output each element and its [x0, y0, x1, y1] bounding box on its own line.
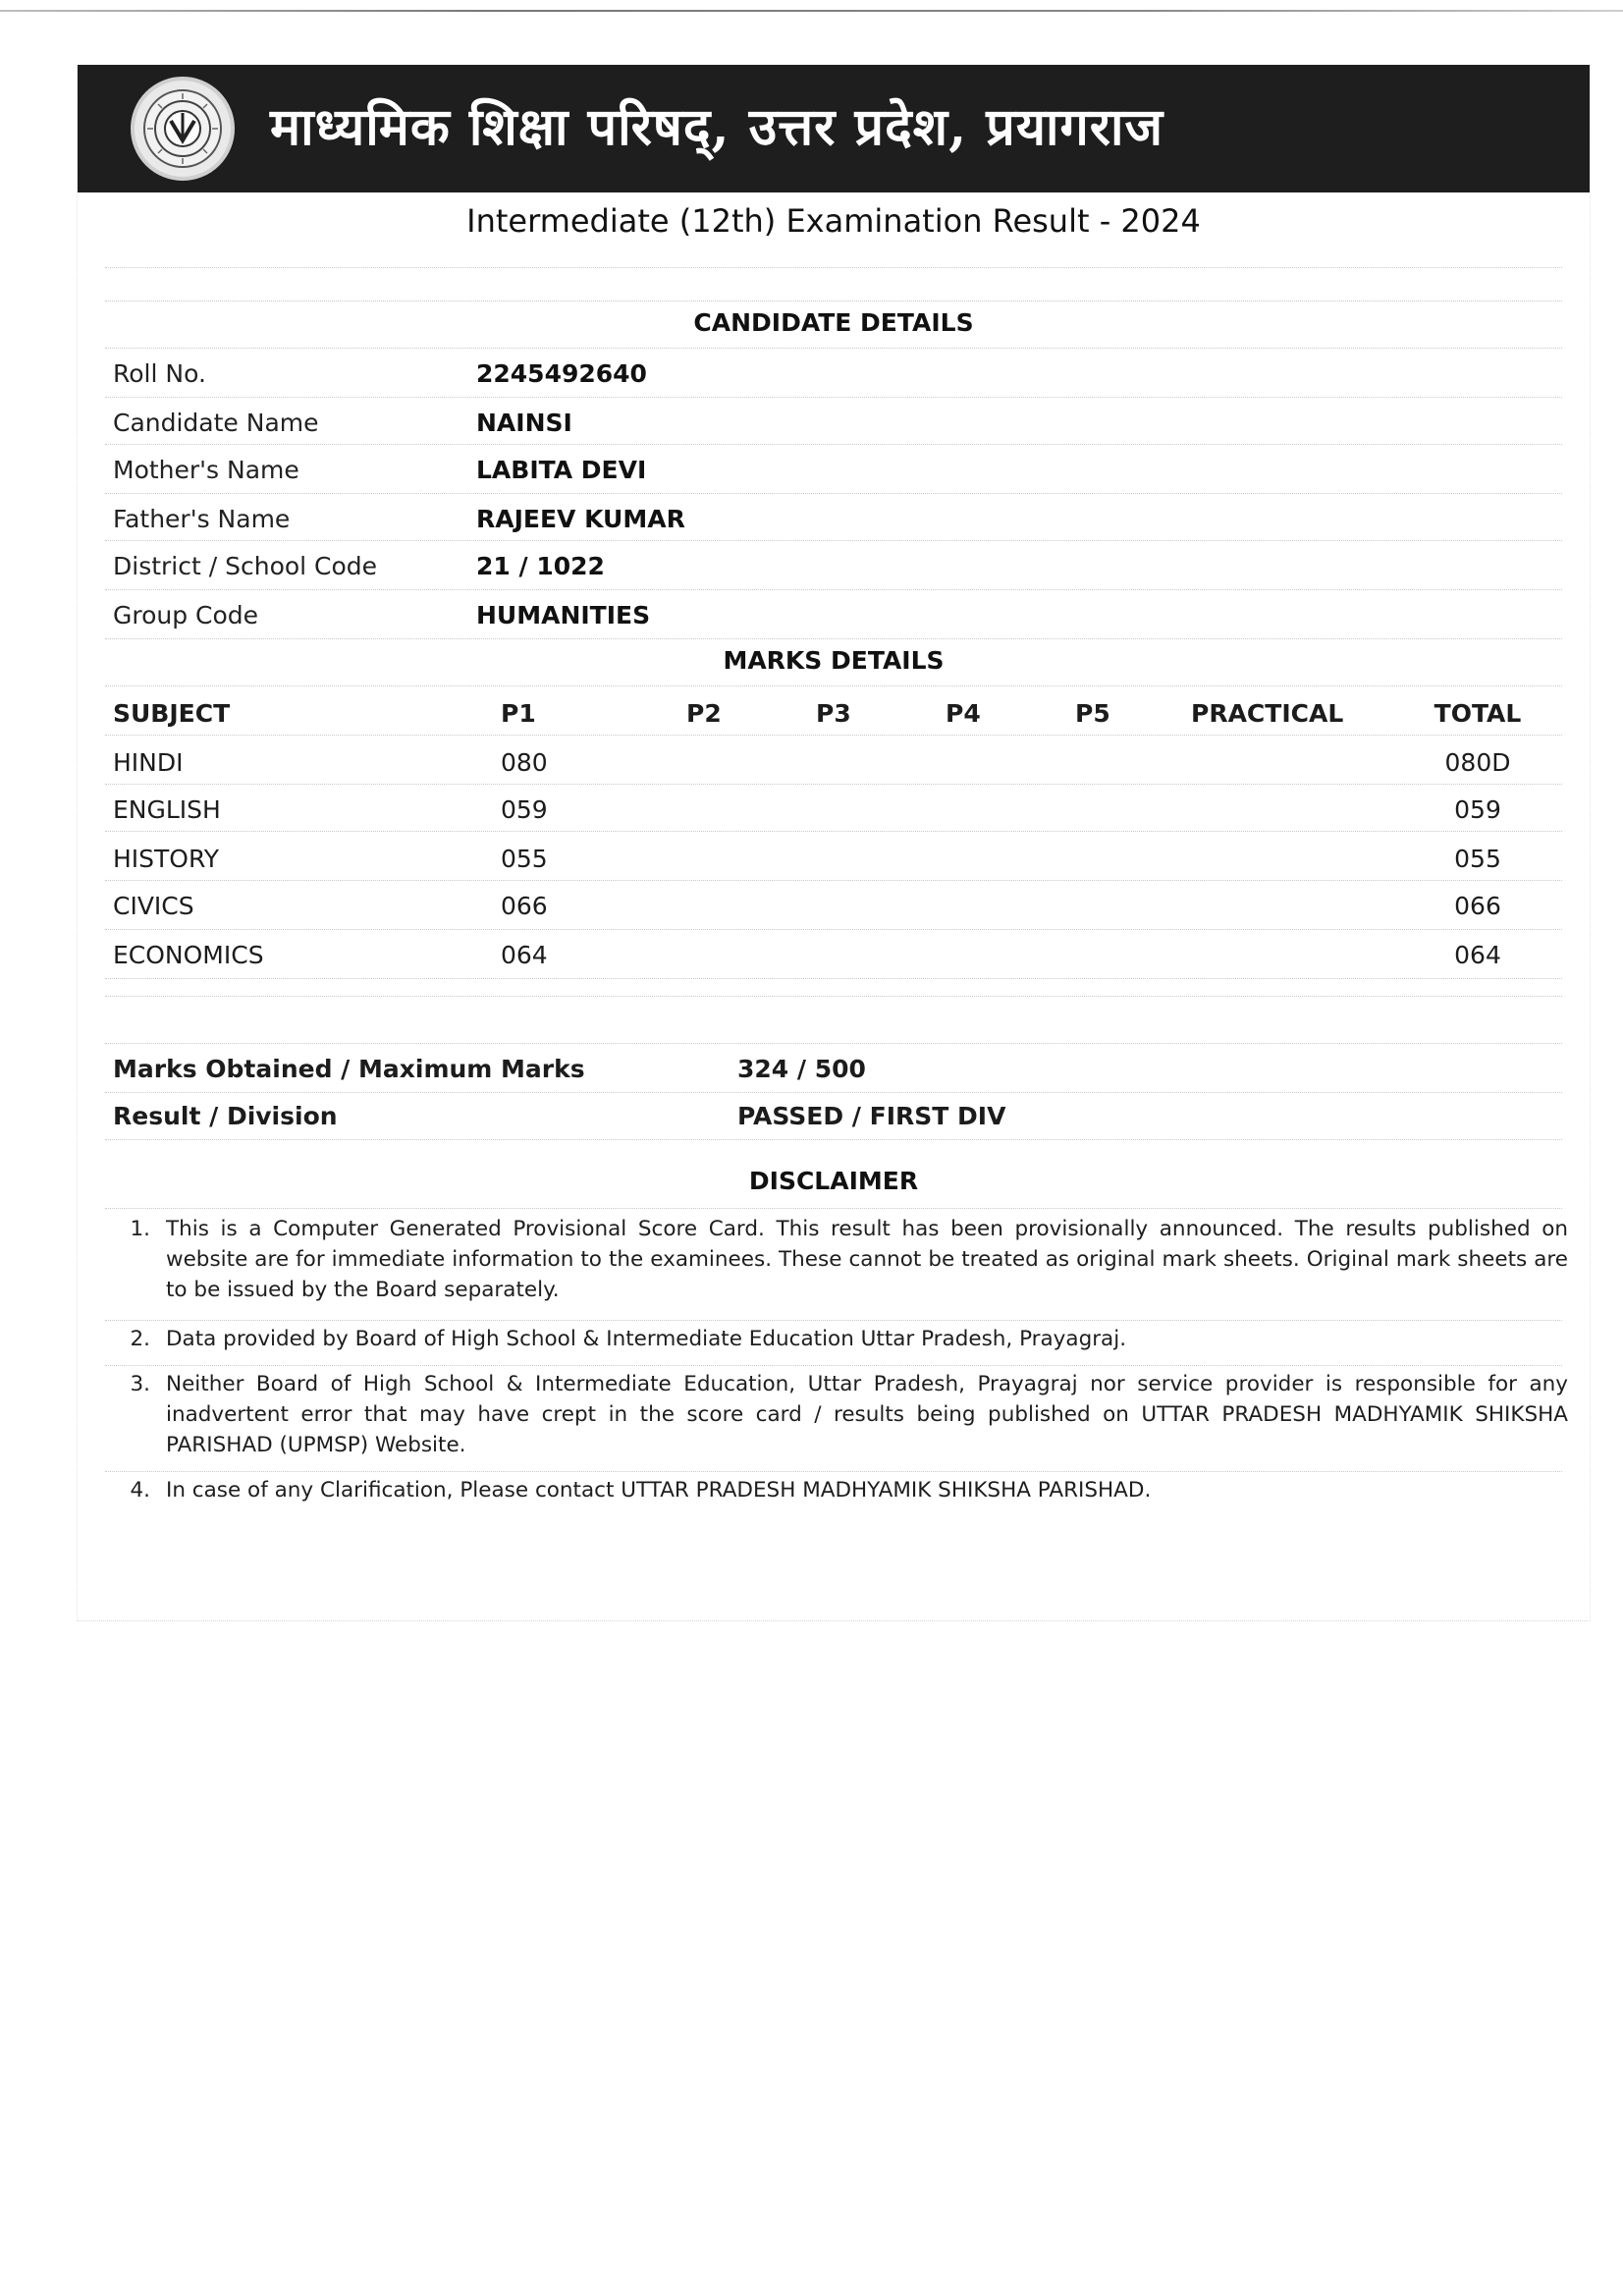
divider: [105, 444, 1562, 445]
disclaimer-item: [117, 1214, 1568, 1308]
divider: [105, 880, 1562, 881]
marks-obtained-label: Marks Obtained / Maximum Marks: [113, 1055, 585, 1083]
detail-row-roll-no: [113, 352, 1562, 399]
scan-edge-line: [0, 10, 1623, 12]
divider: [105, 1092, 1562, 1093]
detail-value: RAJEEV KUMAR: [476, 505, 685, 533]
detail-row-district-school-code: [113, 544, 1562, 591]
column-header-subject: SUBJECT: [113, 699, 231, 728]
detail-row-mother-name: [113, 448, 1562, 495]
disclaimer-number: 1.: [130, 1217, 150, 1241]
marks-obtained-value: 324 / 500: [737, 1055, 866, 1083]
detail-value: HUMANITIES: [476, 601, 651, 629]
disclaimer-item: [117, 1475, 1568, 1510]
subject-cell: HINDI: [113, 748, 184, 777]
column-header-p2: P2: [686, 699, 722, 728]
subject-cell: ECONOMICS: [113, 941, 264, 969]
total-cell: 080D: [1444, 748, 1511, 777]
disclaimer-number: 4.: [130, 1478, 150, 1503]
column-header-total: TOTAL: [1434, 699, 1522, 728]
column-header-p1: P1: [501, 699, 536, 728]
detail-label: Candidate Name: [113, 409, 319, 437]
subject-cell: CIVICS: [113, 892, 194, 920]
result-card: [77, 65, 1591, 1621]
divider: [105, 397, 1562, 398]
detail-value: 2245492640: [476, 359, 647, 388]
column-header-p4: P4: [946, 699, 981, 728]
subject-cell: HISTORY: [113, 845, 220, 873]
p1-cell: 066: [501, 892, 548, 920]
upmsp-seal-icon: [131, 77, 235, 181]
p1-cell: 064: [501, 941, 548, 969]
divider: [105, 493, 1562, 494]
column-header-practical: PRACTICAL: [1191, 699, 1344, 728]
divider: [105, 929, 1562, 930]
divider: [105, 978, 1562, 979]
disclaimer-item: [117, 1324, 1568, 1359]
detail-row-candidate-name: [113, 401, 1562, 448]
total-cell: 059: [1454, 795, 1501, 824]
result-division-label: Result / Division: [113, 1102, 338, 1130]
divider: [105, 267, 1562, 268]
divider: [105, 1139, 1562, 1140]
disclaimer-text: This is a Computer Generated Provisional Score Card. This result has been provisionally announced. The results published on website are for immediate information to the examinees. These cannot be treated as original mark sheets. Original mark sheets are to be issued by the Board separately.: [166, 1217, 1568, 1302]
divider: [105, 589, 1562, 590]
candidate-details-heading: CANDIDATE DETAILS: [693, 308, 974, 337]
detail-label: Father's Name: [113, 505, 291, 533]
disclaimer-item: [117, 1369, 1568, 1463]
divider: [105, 1320, 1562, 1321]
divider: [105, 638, 1562, 639]
divider: [105, 540, 1562, 541]
disclaimer-text: Data provided by Board of High School & Intermediate Education Uttar Pradesh, Prayagraj.: [166, 1327, 1127, 1351]
detail-label: Roll No.: [113, 359, 206, 388]
divider: [105, 735, 1562, 736]
divider: [105, 1043, 1562, 1044]
total-cell: 055: [1454, 845, 1501, 873]
detail-row-group-code: [113, 593, 1562, 640]
divider: [105, 831, 1562, 832]
result-division-value: PASSED / FIRST DIV: [737, 1102, 1006, 1130]
disclaimer-number: 2.: [130, 1327, 150, 1351]
detail-row-father-name: [113, 497, 1562, 544]
divider: [105, 1208, 1562, 1209]
header-banner: [78, 65, 1590, 192]
detail-label: Mother's Name: [113, 456, 299, 484]
divider: [105, 685, 1562, 686]
board-name-hindi: माध्यमिक शिक्षा परिषद्, उत्तर प्रदेश, प्रयागराज: [270, 96, 1164, 157]
p1-cell: 080: [501, 748, 548, 777]
disclaimer-number: 3.: [130, 1372, 150, 1396]
p1-cell: 055: [501, 845, 548, 873]
total-cell: 066: [1454, 892, 1501, 920]
divider: [105, 1365, 1562, 1366]
divider: [105, 784, 1562, 785]
divider: [105, 996, 1562, 997]
detail-value: NAINSI: [476, 409, 572, 437]
exam-title: Intermediate (12th) Examination Result - 2024: [466, 202, 1201, 240]
detail-value: LABITA DEVI: [476, 456, 647, 484]
detail-label: District / School Code: [113, 552, 378, 580]
column-header-p3: P3: [816, 699, 851, 728]
table-row: [113, 786, 1562, 833]
disclaimer-text: Neither Board of High School & Intermediate Education, Uttar Pradesh, Prayagraj nor service provider is responsible for any inadvertent error that may have crept in the score card / results being published on UTTAR PRADESH MADHYAMIK SHIKSHA PARISHAD (UPMSP) Website.: [166, 1372, 1568, 1457]
p1-cell: 059: [501, 795, 548, 824]
marks-table-header: [113, 689, 1562, 737]
divider: [105, 1471, 1562, 1472]
divider: [105, 348, 1562, 349]
table-row: [113, 738, 1562, 786]
detail-value: 21 / 1022: [476, 552, 605, 580]
disclaimer-text: In case of any Clarification, Please contact UTTAR PRADESH MADHYAMIK SHIKSHA PARISHAD.: [166, 1478, 1152, 1503]
result-division-row: [113, 1094, 1562, 1141]
marks-details-heading: MARKS DETAILS: [723, 646, 945, 675]
table-row: [113, 835, 1562, 882]
disclaimer-heading: DISCLAIMER: [748, 1167, 919, 1195]
marks-obtained-row: [113, 1047, 1562, 1094]
subject-cell: ENGLISH: [113, 795, 221, 824]
detail-label: Group Code: [113, 601, 259, 629]
table-row: [113, 931, 1562, 978]
total-cell: 064: [1454, 941, 1501, 969]
table-row: [113, 882, 1562, 929]
column-header-p5: P5: [1075, 699, 1110, 728]
